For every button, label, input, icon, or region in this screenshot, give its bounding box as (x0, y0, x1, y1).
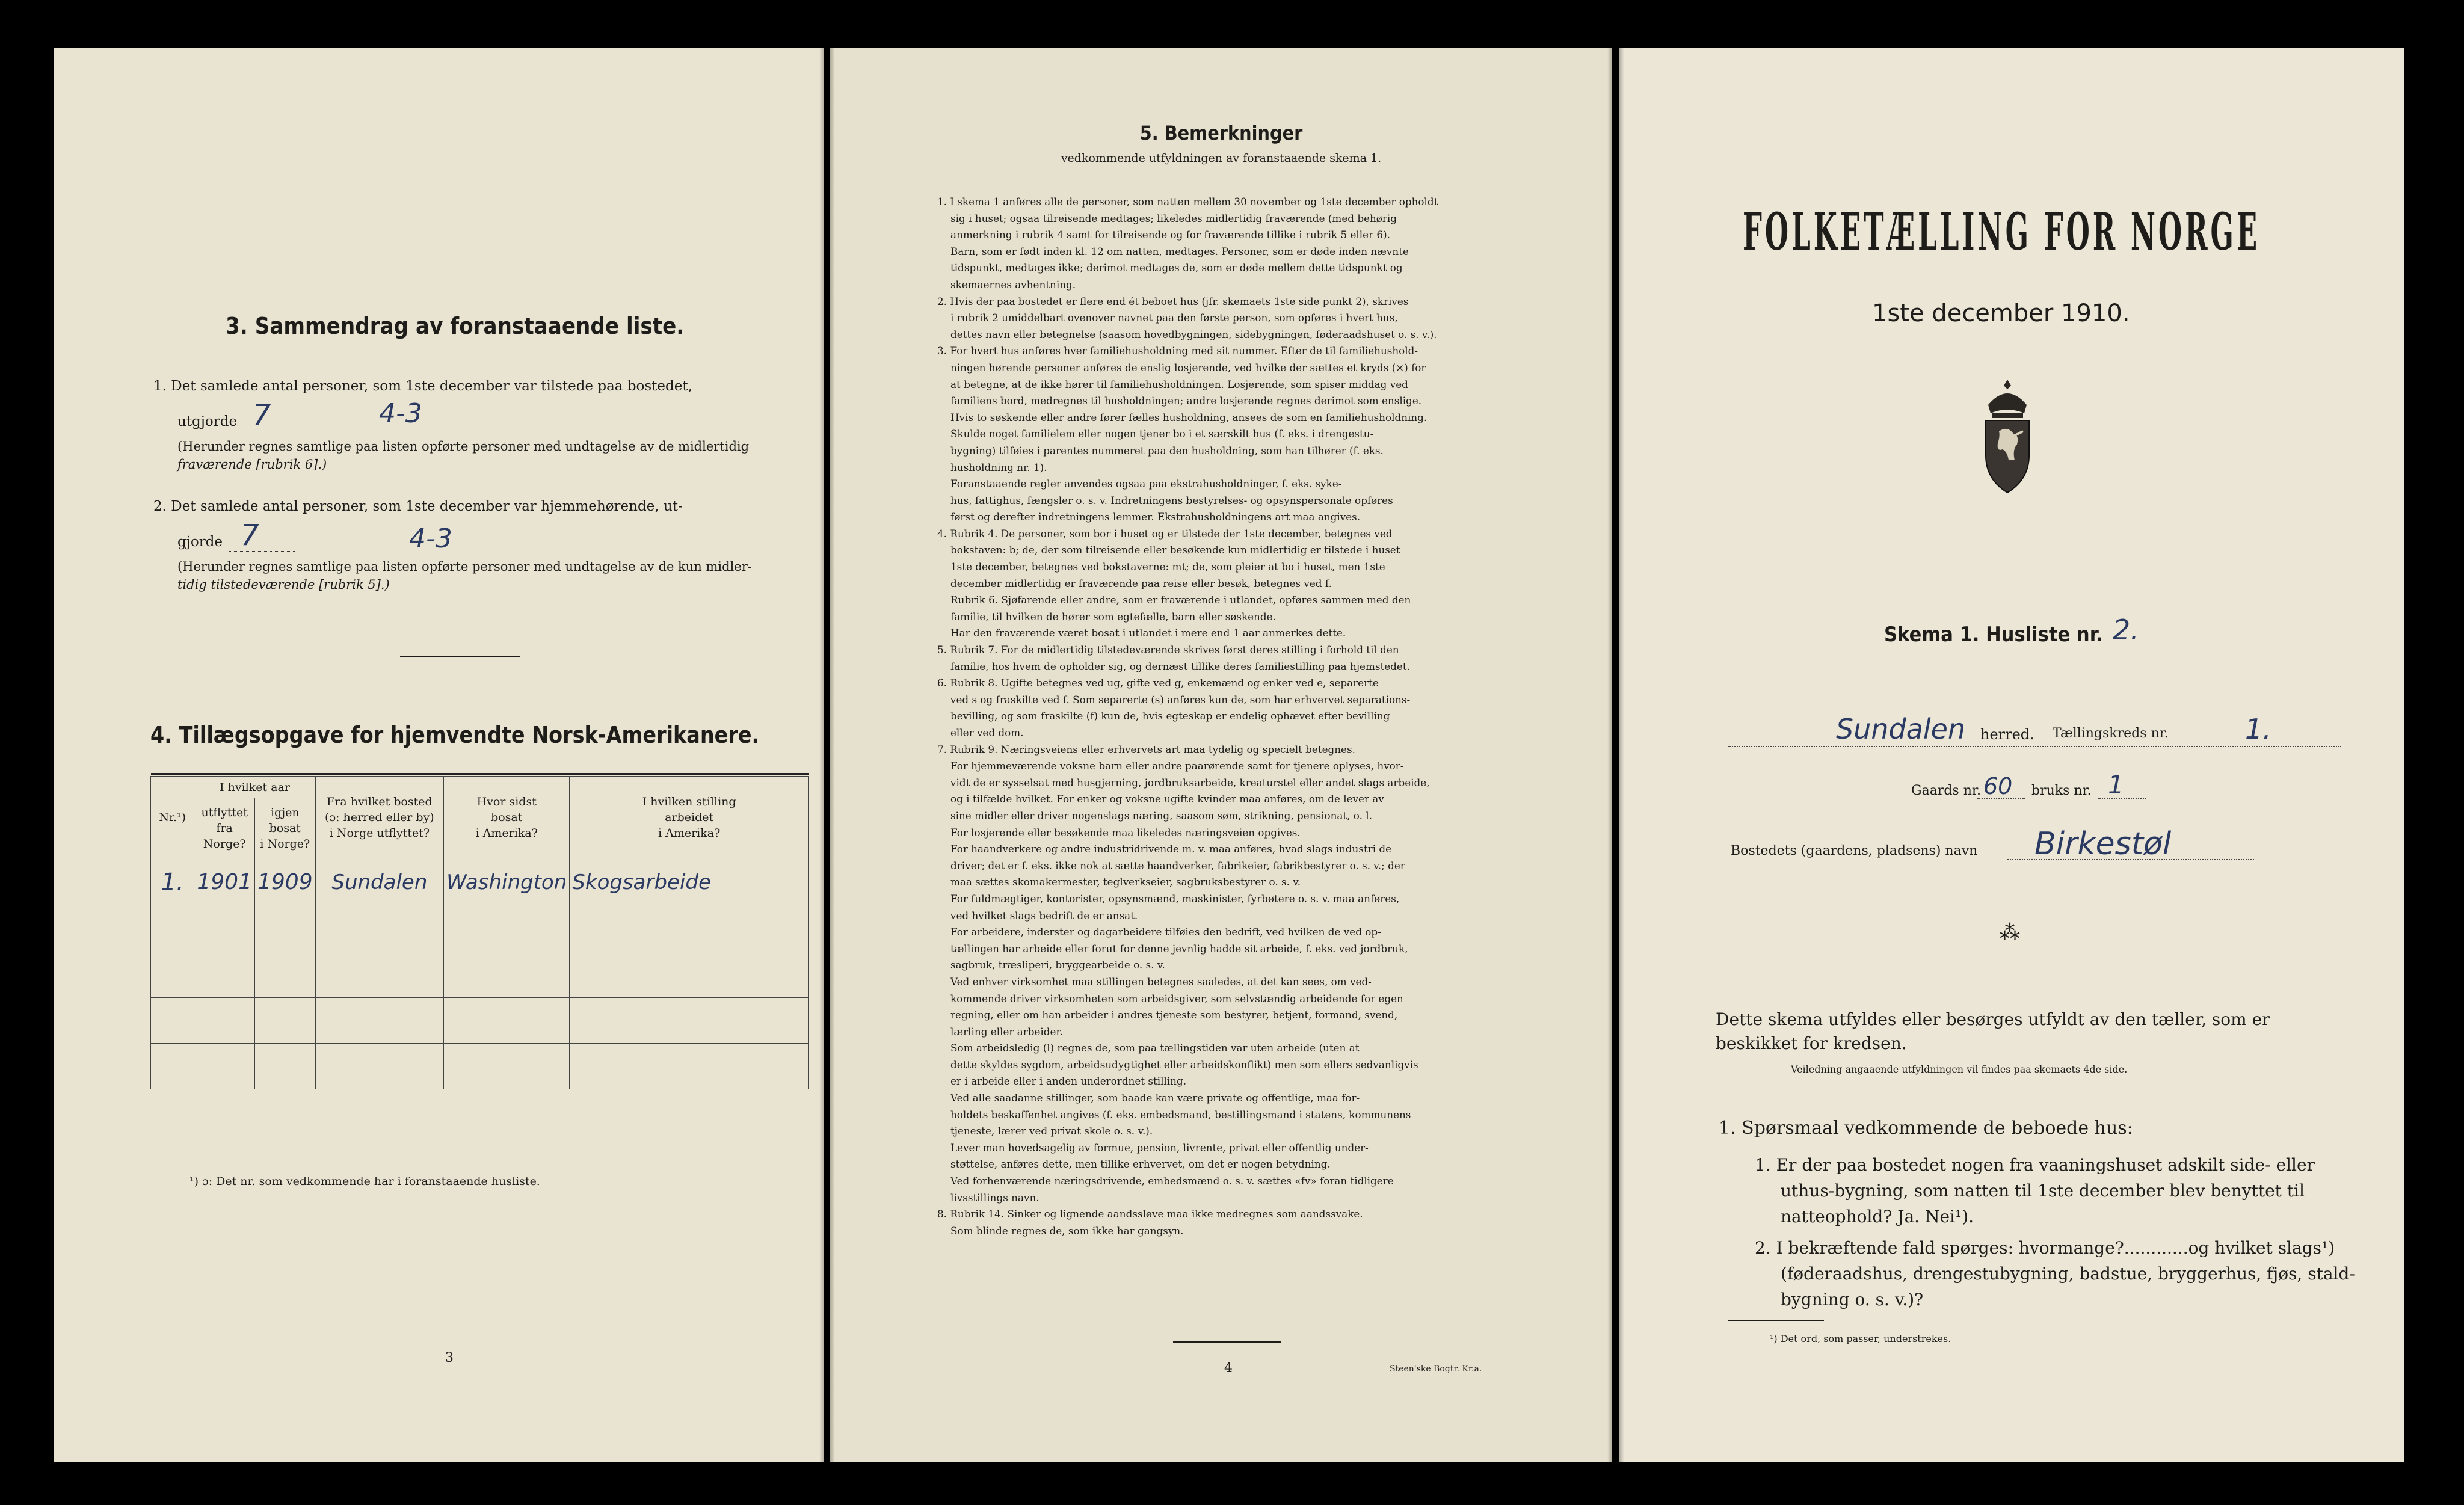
remark-line: at betegne, at de ikke hører til familiehusholdningen. Losjerende, som spiser middag ved (950, 378, 1408, 390)
col-group-header: I hvilket aar (194, 777, 315, 798)
remark-line: For arbeidere, inderster og dagarbeidere tilføies den bedrift, ved hvilken de ved op- (950, 926, 1381, 938)
divider (400, 656, 520, 657)
printer-mark: Steen'ske Bogtr. Kr.a. (1390, 1364, 1482, 1374)
remark-line: 8. Rubrik 14. Sinker og lignende aandssløve maa ikke medregnes som aandssvake. (937, 1208, 1363, 1220)
remark-line: For losjerende eller besøkende maa likeledes næringsveien opgives. (950, 826, 1301, 839)
table-row (151, 952, 809, 998)
remarks-body (937, 194, 1479, 1239)
remark-line: sine midler eller driver nogenslags næring, saasom søm, strikning, pensionat, o. l. (950, 809, 1372, 822)
remark-line: Som blinde regnes de, som ikke har gangsyn. (950, 1224, 1184, 1237)
remark-line: tidspunkt, medtages ikke; derimot medtages de, som er døde mellem dette tidspunkt og (950, 262, 1403, 274)
table-footnote: ¹) ɔ: Det nr. som vedkommende har i foranstaaende husliste. (189, 1175, 540, 1188)
summary-item-2: 2. Det samlede antal personer, som 1ste december var hjemmehørende, ut- (153, 499, 683, 514)
remark-line: bygning) tilføies i parentes nummeret paa den husholdning, som han tilhører (f. eks. (950, 444, 1384, 457)
kreds-value: 1. (2245, 713, 2272, 745)
remark-line: ningen hørende personer anføres de enslig losjerende, ved hvilke der sættes et kryds (×) for (950, 361, 1426, 374)
remark-line: kommende driver virksomheten som arbeidsgiver, som selvstændig arbeidende for egen (950, 992, 1403, 1005)
cell-hvor: Washington (444, 858, 570, 906)
col-hvor: Hvor sidst bosat i Amerika? (444, 777, 570, 858)
divider (1173, 1341, 1281, 1343)
question-1: 1. Er der paa bostedet nogen fra vaaningshuset adskilt side- eller (1755, 1155, 2315, 1175)
page-number: 4 (1224, 1361, 1233, 1376)
remark-line: dettes navn eller betegnelse (saasom hovedbygningen, sidebygningen, føderaadshuset o. s. v.). (950, 328, 1437, 340)
remark-line: driver; det er f. eks. ikke nok at sætte haandverker, fabrikeier, fabrikbestyrer o. s. v.; der (950, 859, 1405, 872)
remark-line: Foranstaaende regler anvendes ogsaa paa ekstrahusholdninger, f. eks. syke- (950, 478, 1342, 490)
remark-line: 2. Hvis der paa bostedet er flere end ét beboet hus (jfr. skemaets 1ste side punkt 2), skrives (937, 295, 1409, 307)
remark-line: først og derefter indretningens lemmer. Ekstrahusholdningens art maa angives. (950, 511, 1361, 523)
remark-line: og i tilfælde hvilket. For enker og voksne ugifte kvinder maa anføres, om de lever av (950, 793, 1384, 805)
remark-line: dette skyldes sygdom, arbeidsudygtighet eller arbeidskonflikt) men som ellers sedvanligvis (950, 1058, 1418, 1071)
remark-line: eller ved dom. (950, 727, 1024, 739)
herred-value: Sundalen (1836, 713, 1966, 745)
remarks-subtitle: vedkommende utfyldningen av foranstaaende skema 1. (1061, 152, 1382, 165)
remark-line: familie, til hvilken de hører som egtefælle, barn eller søskende. (950, 610, 1276, 623)
summary-item-1-note-2: fraværende [rubrik 6].) (177, 457, 327, 472)
table-row (151, 1044, 809, 1089)
remark-line: For haandverkere og andre industridrivende m. v. maa anføres, hvad slags industri de (950, 843, 1392, 855)
remark-line: 4. Rubrik 4. De personer, som bor i huset og er tilstede der 1ste december, betegnes ved (937, 527, 1393, 540)
remark-line: tjeneste, lærer ved privat skole o. s. v.). (950, 1125, 1153, 1137)
page-number: 3 (445, 1350, 454, 1365)
page-1-footnote: ¹) Det ord, som passer, understrekes. (1770, 1333, 1951, 1344)
remark-line: Rubrik 6. Sjøfarende eller andre, som er fraværende i utlandet, opføres sammen med den (950, 594, 1411, 606)
husliste-nr: 2. (2113, 614, 2139, 646)
question-2: (føderaadshus, drengestubygning, badstue, bryggerhus, fjøs, stald- (1781, 1264, 2355, 1284)
remarks-title: 5. Bemerkninger (1139, 122, 1303, 144)
summary-item-2-value-b: 4-3 (409, 523, 452, 554)
remark-line: 3. For hvert hus anføres hver familiehusholdning med sit nummer. Efter de til familiehushold- (937, 345, 1418, 357)
summary-item-2-value: 7 (241, 519, 259, 552)
remark-line: Har den fraværende været bosat i utlandet i mere end 1 aar anmerkes dette. (950, 627, 1346, 639)
remark-line: familie, hos hvem de opholder sig, og dernæst tillike deres familiestilling paa hjemstedet. (950, 660, 1410, 672)
cell-nr: 1. (151, 858, 194, 906)
census-date: 1ste december 1910. (1872, 300, 2130, 327)
remark-line: Skulde noget familielem eller nogen tjener bo i et særskilt hus (f. eks. i drengestu- (950, 428, 1374, 440)
page-1 (1619, 48, 2404, 1462)
col-nr: Nr.¹) (151, 777, 194, 858)
remark-line: lærling eller arbeider. (950, 1025, 1063, 1038)
divider (1728, 1320, 1824, 1321)
summary-item-1: 1. Det samlede antal personer, som 1ste december var tilstede paa bostedet, (153, 378, 692, 394)
col-igjen: igjen bosat i Norge? (254, 798, 315, 858)
remark-line: sagbruk, træsliperi, bryggearbeide o. s. v. (950, 959, 1165, 971)
cell-utflyttet: 1901 (194, 858, 255, 906)
cell-stilling: Skogsarbeide (570, 858, 809, 906)
skema-label: Skema 1. Husliste nr. (1884, 623, 2104, 647)
remark-line: Som arbeidsledig (l) regnes de, som paa tællingstiden var uten arbeide (uten at (950, 1042, 1360, 1054)
remark-line: livsstillings navn. (950, 1191, 1040, 1204)
section-4-title: 4. Tillægsopgave for hjemvendte Norsk-Amerikanere. (150, 722, 760, 748)
bruks-value: 1 (2108, 770, 2124, 799)
remark-line: 1. I skema 1 anføres alle de personer, som natten mellem 30 november og 1ste december opholdt (937, 195, 1438, 208)
bosted-value: Birkestøl (2034, 826, 2172, 862)
remark-line: anmerkning i rubrik 4 samt for tilreisende og for fraværende tillike i rubrik 5 eller 6). (950, 229, 1390, 241)
summary-item-1-note: (Herunder regnes samtlige paa listen opførte personer med undtagelse av de midlertidig (177, 439, 750, 454)
summary-item-1-value: 7 (253, 398, 271, 432)
remark-line: tællingen har arbeide eller forut for denne jevnlig hadde sit arbeide, f. eks. ved jordbruk, (950, 942, 1408, 955)
remark-line: holdets beskaffenhet angives (f. eks. embedsmand, bestillingsmand i statens, kommunens (950, 1108, 1411, 1121)
remark-line: ved s og fraskilte ved f. Som separerte (s) anføres kun de, som har erhvervet separations- (950, 693, 1411, 706)
remark-line: 7. Rubrik 9. Næringsveiens eller erhvervets art maa tydelig og specielt betegnes. (937, 743, 1355, 756)
table-row (151, 906, 809, 952)
page-4 (830, 48, 1612, 1462)
question-2: bygning o. s. v.)? (1781, 1290, 1924, 1310)
page-3 (54, 48, 824, 1462)
section-3-title: 3. Sammendrag av foranstaaende liste. (226, 313, 685, 339)
summary-item-1-label: utgjorde (177, 414, 238, 429)
intro-line-1: Dette skema utfyldes eller besørges utfyldt av den tæller, som er (1716, 1009, 2270, 1029)
question-2: 2. I bekræftende fald spørges: hvormange?............og hvilket slags¹) (1755, 1238, 2335, 1258)
remark-line: vidt de er sysselsat med husgjerning, jordbruksarbeide, kreaturstel eller andet slags arbeide, (950, 776, 1430, 789)
remark-line: ved hvilket slags bedrift de er ansat. (950, 909, 1138, 922)
remark-line: For hjemmeværende voksne barn eller andre paarørende samt for tjenere oplyses, hvor- (950, 760, 1404, 772)
kreds-label: Tællingskreds nr. (2053, 726, 2169, 741)
remark-line: husholdning nr. 1). (950, 461, 1047, 473)
remark-line: støttelse, anføres dette, men tillike erhvervet, om det er nogen betydning. (950, 1158, 1331, 1171)
remark-line: 6. Rubrik 8. Ugifte betegnes ved ug, gifte ved g, enkemænd og enker ved e, separerte (937, 677, 1379, 689)
census-title: FOLKETÆLLING FOR NORGE (1743, 202, 2261, 262)
remark-line: bevilling, og som fraskilte (f) kun de, hvis egteskap er endelig ophævet efter bevilling (950, 710, 1390, 722)
remark-line: 5. Rubrik 7. For de midlertidig tilstedeværende skrives først deres stilling i forhold til den (937, 644, 1399, 656)
table-row (151, 998, 809, 1044)
intro-note: Veiledning angaaende utfyldningen vil findes paa skemaets 4de side. (1791, 1063, 2128, 1075)
question-1: natteophold? Ja. Nei¹). (1781, 1207, 1974, 1226)
ornament-icon: ⁂ (2000, 920, 2020, 944)
intro-line-2: beskikket for kredsen. (1716, 1033, 1907, 1053)
remark-line: sig i huset; ogsaa tilreisende medtages; likeledes midlertidig fraværende (med behørig (950, 212, 1397, 224)
remark-line: hus, fattighus, fængsler o. s. v. Indretningens bestyrelses- og opsynspersonale opføres (950, 494, 1393, 506)
question-1: uthus-bygning, som natten til 1ste december blev benyttet til (1781, 1181, 2305, 1201)
remark-line: bokstaven: b; de, der som tilreisende eller besøkende kun midlertidig er tilstede i huset (950, 544, 1400, 556)
summary-item-2-label: gjorde (177, 534, 223, 550)
table-row (151, 858, 809, 906)
col-fra: Fra hvilket bosted (ɔ: herred eller by) i Norge utflyttet? (315, 777, 444, 858)
bosted-label: Bostedets (gaardens, pladsens) navn (1731, 843, 1978, 858)
cell-fra: Sundalen (315, 858, 444, 906)
summary-item-2-note: (Herunder regnes samtlige paa listen opførte personer med undtagelse av de kun midler- (177, 559, 752, 574)
remark-line: Ved enhver virksomhet maa stillingen betegnes saaledes, at det kan sees, om ved- (950, 975, 1372, 988)
remark-line: 1ste december, betegnes ved bokstaverne: mt; de, som pleier at bo i huset, men 1ste (950, 561, 1385, 573)
remark-line: december midlertidig er fraværende paa reise eller besøk, betegnes ved f. (950, 577, 1332, 589)
remark-line: familiens bord, medregnes til husholdningen; andre losjerende regnes derimot som enslige. (950, 395, 1422, 407)
norwegian-lion-crest-icon (1977, 376, 2037, 496)
remark-line: For fuldmægtiger, kontorister, opsynsmænd, maskinister, fyrbøtere o. s. v. maa anføres, (950, 892, 1400, 905)
col-utflyttet: utflyttet fra Norge? (194, 798, 255, 858)
remark-line: Hvis to søskende eller andre fører fælles husholdning, ansees de som en familiehusholdning. (950, 411, 1428, 423)
bruks-label: bruks nr. (2031, 783, 2092, 798)
remark-line: Ved alle saadanne stillinger, som baade kan være private og offentlige, maa for- (950, 1092, 1360, 1104)
remark-line: er i arbeide eller i anden underordnet stilling. (950, 1075, 1187, 1088)
cell-igjen: 1909 (254, 858, 315, 906)
gaards-label: Gaards nr. (1911, 783, 1981, 798)
remark-line: Barn, som er født inden kl. 12 om natten, medtages. Personer, som er døde inden nævnte (950, 245, 1409, 257)
remark-line: Lever man hovedsagelig av formue, pension, livrente, privat eller offentlig under- (950, 1141, 1369, 1154)
remark-line: Ved forhenværende næringsdrivende, embedsmænd o. s. v. sættes «fv» foran tidligere (950, 1175, 1394, 1187)
summary-item-2-note-2: tidig tilstedeværende [rubrik 5].) (177, 577, 390, 592)
herred-label: herred. (1980, 726, 2034, 743)
col-stilling: I hvilken stilling arbeidet i Amerika? (570, 777, 809, 858)
remark-line: i rubrik 2 umiddelbart ovenover navnet paa den første person, som opføres i hvert hus, (950, 312, 1398, 324)
remark-line: maa sættes skomakermester, teglverkseier, sagbruksbestyrer o. s. v. (950, 876, 1301, 888)
remark-line: skemaernes avhentning. (950, 278, 1076, 291)
summary-item-1-value-b: 4-3 (379, 398, 422, 429)
question-heading: 1. Spørsmaal vedkommende de beboede hus: (1719, 1118, 2133, 1139)
norsk-amerikanere-table (150, 773, 809, 1089)
gaards-value: 60 (1983, 773, 2013, 799)
remark-line: regning, eller om han arbeider i andres tjeneste som bestyrer, betjent, formand, svend, (950, 1009, 1398, 1021)
